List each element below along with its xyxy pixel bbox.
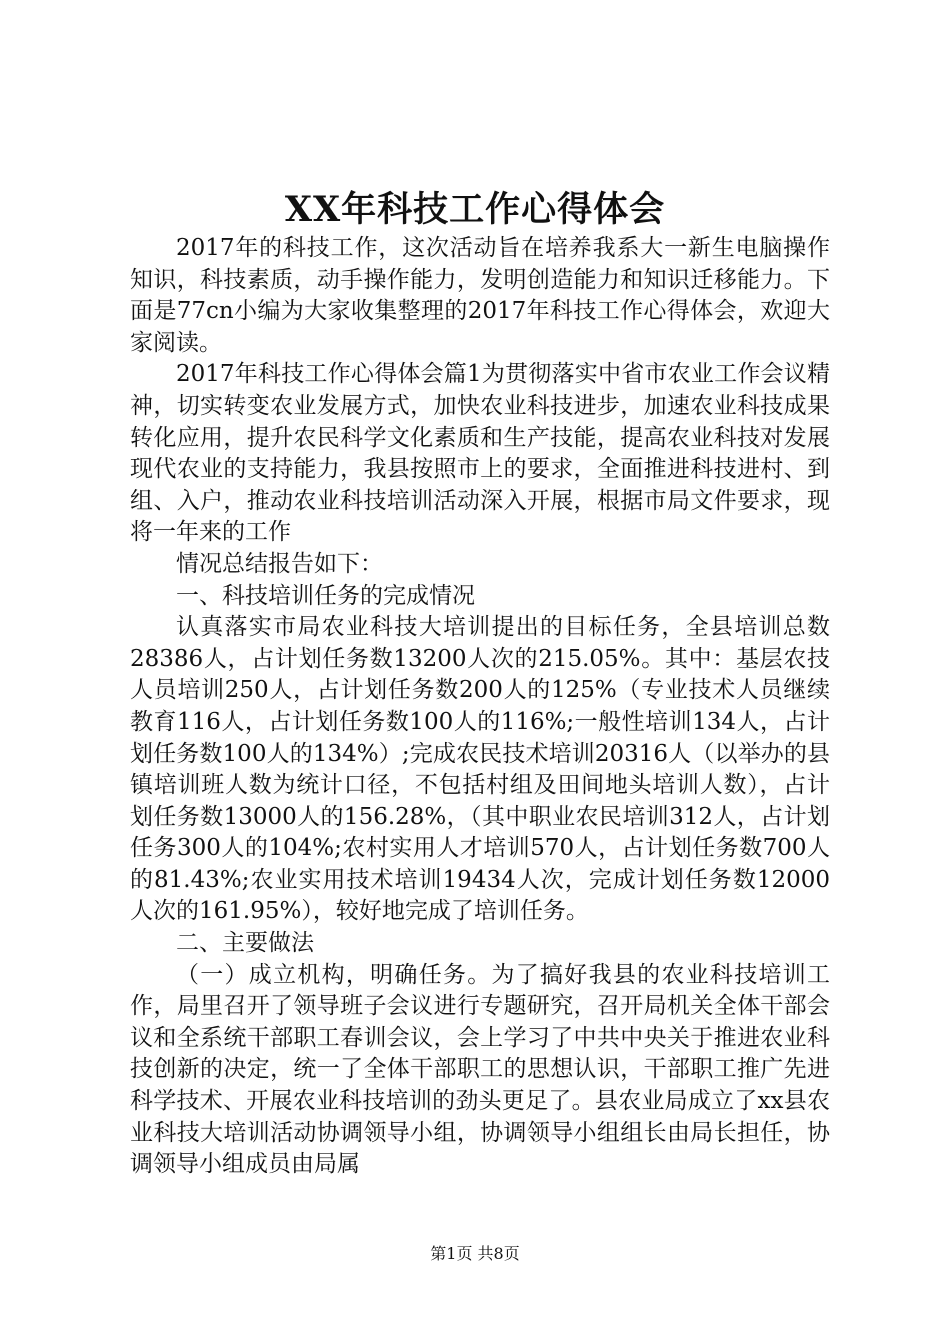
intro-paragraph: 2017年的科技工作，这次活动旨在培养我系大一新生电脑操作知识，科技素质，动手操作能力，发明创造能力和知识迁移能力。下面是77cn小编为大家收集整理的2017年科技工作心得体会，欢迎大家阅读。 xyxy=(130,235,830,356)
document-body xyxy=(130,233,830,1181)
article-paragraph: 认真落实市局农业科技大培训提出的目标任务，全县培训总数28386人，占计划任务数13200人次的215.05%。其中：基层农技人员培训250人，占计划任务数200人的125%（专业技术人员继续教育116人，占计划任务数100人的116%;一般性培训134人，占计划任务数100人的134%）;完成农民技术培训20316人（以举办的县镇培训班人数为统计口径，不包括村组及田间地头培训人数），占计划任务数13000人的156.28%，（其中职业农民培训312人，占计划任务300人的104%;农村实用人才培训570人，占计划任务数700人的81.43%;农业实用技术培训19434人次，完成计划任务数12000人次的161.95%），较好地完成了培训任务。 xyxy=(130,614,831,925)
article-paragraph: 2017年科技工作心得体会篇1为贯彻落实中省市农业工作会议精神，切实转变农业发展方式，加快农业科技进步，加速农业科技成果转化应用，提升农民科学文化素质和生产技能，提高农业科技对发展现代农业的支持能力，我县按照市上的要求，全面推进科技进村、到组、入户，推动农业科技培训活动深入开展，根据市局文件要求，现将一年来的工作 xyxy=(130,361,830,546)
document-title: XX年科技工作心得体会 xyxy=(284,189,666,230)
section-heading: 一、科技培训任务的完成情况 xyxy=(176,582,475,609)
article-paragraph: （一）成立机构，明确任务。为了搞好我县的农业科技培训工作，局里召开了领导班子会议进行专题研究，召开局机关全体干部会议和全系统干部职工春训会议，会上学习了中共中央关于推进农业科技创新的决定，统一了全体干部职工的思想认识，干部职工推广先进科学技术、开展农业科技培训的劲头更足了。县农业局成立了xx县农业科技大培训活动协调领导小组，协调领导小组组长由局长担任，协调领导小组成员由局属 xyxy=(130,961,830,1178)
section-heading: 二、主要做法 xyxy=(176,930,314,957)
page-footer: 第1页 共8页 xyxy=(430,1244,520,1263)
article-paragraph: 情况总结报告如下： xyxy=(176,550,383,577)
